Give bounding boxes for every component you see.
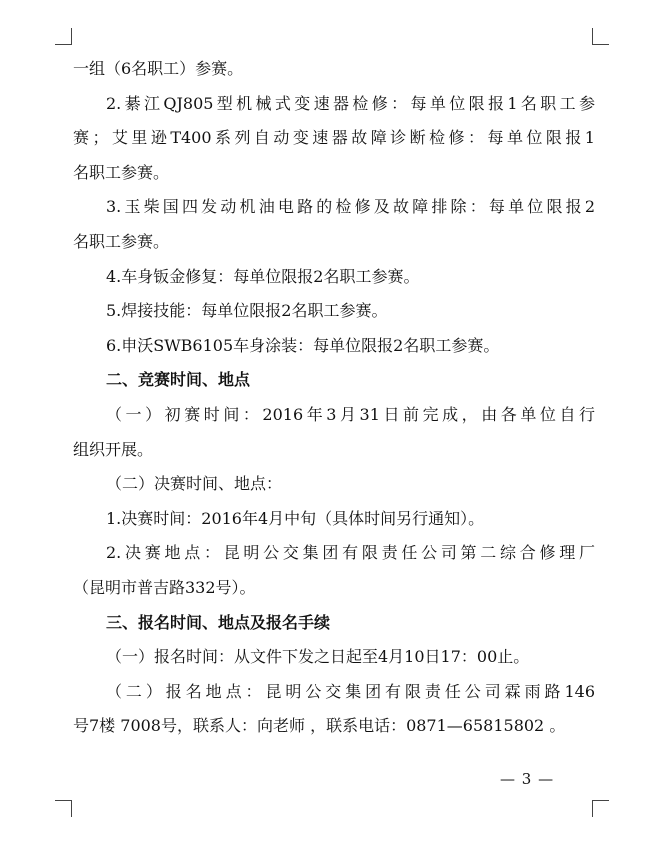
text-line: （昆明市普吉路332号）。: [73, 577, 256, 597]
text-line: 4.车身钣金修复：每单位限报2名职工参赛。: [106, 266, 420, 286]
text-line: 2.綦江QJ805型机械式变速器检修：每单位限报1名职工参: [106, 93, 595, 113]
text-line: 3.玉柴国四发动机油电路的检修及故障排除：每单位限报2: [106, 197, 595, 217]
corner-mark-bottom-left: [55, 800, 72, 817]
section-heading: 三、报名时间、地点及报名手续: [106, 612, 331, 632]
text-line: （一）报名时间：从文件下发之日起至4月10日17：00止。: [106, 647, 530, 667]
text-line: 6.申沃SWB6105车身涂装：每单位限报2名职工参赛。: [106, 335, 500, 355]
text-line: （二）决赛时间、地点：: [106, 474, 283, 494]
text-line: 赛；艾里逊T400系列自动变速器故障诊断检修：每单位限报1: [73, 128, 595, 148]
section-heading: 二、竞赛时间、地点: [106, 370, 251, 390]
text-line: 1.决赛时间：2016年4月中旬（具体时间另行通知）。: [106, 508, 485, 528]
corner-mark-bottom-right: [592, 800, 609, 817]
corner-mark-top-right: [592, 28, 609, 45]
page-number: — 3 —: [500, 770, 555, 788]
text-line: 一组（6名职工）参赛。: [73, 59, 244, 78]
text-line: 名职工参赛。: [73, 162, 170, 182]
text-line: 5.焊接技能：每单位限报2名职工参赛。: [106, 301, 388, 321]
text-line: （一）初赛时间：2016年3月31日前完成，由各单位自行: [106, 404, 595, 424]
text-line: （二）报名地点：昆明公交集团有限责任公司霖雨路146: [106, 681, 595, 701]
corner-mark-top-left: [55, 28, 72, 45]
text-line: 名职工参赛。: [73, 231, 170, 251]
text-line: 2.决赛地点：昆明公交集团有限责任公司第二综合修理厂: [106, 543, 595, 563]
text-line: 号7楼 7008号，联系人：向老师 ，联系电话：0871—65815802 。: [73, 716, 566, 736]
document-body: [73, 52, 595, 744]
text-line: 组织开展。: [73, 439, 154, 459]
